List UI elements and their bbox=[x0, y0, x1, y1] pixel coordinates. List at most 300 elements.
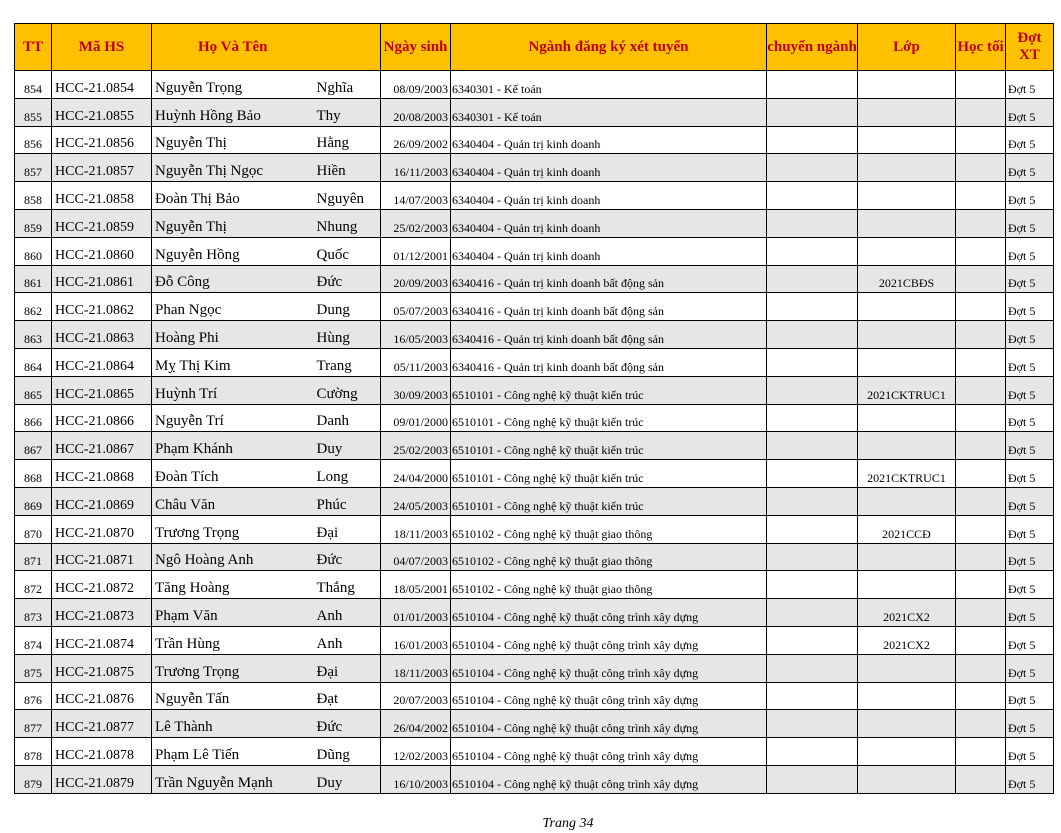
cell-ngay-sinh: 30/09/2003 bbox=[381, 376, 451, 404]
cell-tt: 871 bbox=[15, 543, 52, 571]
cell-ho: Phạm Văn bbox=[152, 599, 314, 627]
cell-chuyen-nganh bbox=[767, 543, 858, 571]
cell-ngay-sinh: 12/02/2003 bbox=[381, 738, 451, 766]
cell-lop bbox=[858, 348, 956, 376]
cell-chuyen-nganh bbox=[767, 404, 858, 432]
cell-tt: 858 bbox=[15, 182, 52, 210]
cell-ngay-sinh: 18/11/2003 bbox=[381, 515, 451, 543]
student-list-table bbox=[14, 23, 1054, 794]
table-row bbox=[15, 571, 1054, 599]
cell-nganh: 6340416 - Quản trị kinh doanh bất động sản bbox=[451, 321, 767, 349]
cell-tt: 872 bbox=[15, 571, 52, 599]
cell-ho: Trần Nguyễn Mạnh bbox=[152, 765, 314, 793]
cell-ho: Trương Trọng bbox=[152, 654, 314, 682]
cell-ma-hs: HCC-21.0865 bbox=[52, 376, 152, 404]
cell-ho: Nguyễn Tấn bbox=[152, 682, 314, 710]
cell-dot-xt: Đợt 5 bbox=[1006, 126, 1054, 154]
cell-ngay-sinh: 18/11/2003 bbox=[381, 654, 451, 682]
cell-ho: Đoàn Tích bbox=[152, 460, 314, 488]
cell-ho: Huỳnh Trí bbox=[152, 376, 314, 404]
cell-tt: 854 bbox=[15, 71, 52, 99]
cell-chuyen-nganh bbox=[767, 265, 858, 293]
cell-hoc-toi bbox=[956, 265, 1006, 293]
cell-tt: 860 bbox=[15, 237, 52, 265]
cell-ngay-sinh: 20/09/2003 bbox=[381, 265, 451, 293]
cell-ho: Ngô Hoàng Anh bbox=[152, 543, 314, 571]
cell-ngay-sinh: 05/11/2003 bbox=[381, 348, 451, 376]
header-dot-xt: Đợt XT bbox=[1006, 24, 1054, 71]
cell-tt: 879 bbox=[15, 765, 52, 793]
cell-ten: Đức bbox=[314, 265, 381, 293]
cell-ma-hs: HCC-21.0869 bbox=[52, 487, 152, 515]
cell-nganh: 6510101 - Công nghệ kỹ thuật kiến trúc bbox=[451, 460, 767, 488]
cell-ma-hs: HCC-21.0856 bbox=[52, 126, 152, 154]
cell-ngay-sinh: 26/09/2002 bbox=[381, 126, 451, 154]
cell-chuyen-nganh bbox=[767, 460, 858, 488]
cell-chuyen-nganh bbox=[767, 432, 858, 460]
cell-lop bbox=[858, 710, 956, 738]
cell-nganh: 6340404 - Quản trị kinh doanh bbox=[451, 237, 767, 265]
cell-hoc-toi bbox=[956, 376, 1006, 404]
table-row bbox=[15, 432, 1054, 460]
cell-ten: Nghĩa bbox=[314, 71, 381, 99]
cell-dot-xt: Đợt 5 bbox=[1006, 71, 1054, 99]
cell-ngay-sinh: 18/05/2001 bbox=[381, 571, 451, 599]
cell-tt: 877 bbox=[15, 710, 52, 738]
table-row bbox=[15, 376, 1054, 404]
cell-dot-xt: Đợt 5 bbox=[1006, 98, 1054, 126]
cell-ngay-sinh: 24/05/2003 bbox=[381, 487, 451, 515]
header-ho-ten-spacer bbox=[314, 24, 381, 71]
cell-lop bbox=[858, 237, 956, 265]
cell-tt: 855 bbox=[15, 98, 52, 126]
cell-chuyen-nganh bbox=[767, 515, 858, 543]
table-row bbox=[15, 126, 1054, 154]
cell-ngay-sinh: 26/04/2002 bbox=[381, 710, 451, 738]
cell-hoc-toi bbox=[956, 487, 1006, 515]
cell-nganh: 6340301 - Kế toán bbox=[451, 71, 767, 99]
cell-ten: Anh bbox=[314, 626, 381, 654]
cell-lop bbox=[858, 738, 956, 766]
cell-tt: 875 bbox=[15, 654, 52, 682]
header-chuyen-nganh: chuyển ngành bbox=[767, 24, 858, 71]
cell-lop bbox=[858, 321, 956, 349]
cell-ma-hs: HCC-21.0876 bbox=[52, 682, 152, 710]
cell-dot-xt: Đợt 5 bbox=[1006, 599, 1054, 627]
cell-chuyen-nganh bbox=[767, 321, 858, 349]
cell-tt: 876 bbox=[15, 682, 52, 710]
table-row bbox=[15, 460, 1054, 488]
table-row bbox=[15, 654, 1054, 682]
cell-tt: 863 bbox=[15, 321, 52, 349]
cell-ngay-sinh: 01/01/2003 bbox=[381, 599, 451, 627]
cell-dot-xt: Đợt 5 bbox=[1006, 515, 1054, 543]
cell-nganh: 6510104 - Công nghệ kỹ thuật công trình xây dựng bbox=[451, 682, 767, 710]
cell-ten: Cường bbox=[314, 376, 381, 404]
cell-tt: 869 bbox=[15, 487, 52, 515]
cell-chuyen-nganh bbox=[767, 154, 858, 182]
cell-ngay-sinh: 16/10/2003 bbox=[381, 765, 451, 793]
cell-ten: Quốc bbox=[314, 237, 381, 265]
cell-tt: 870 bbox=[15, 515, 52, 543]
cell-ho: Nguyễn Trí bbox=[152, 404, 314, 432]
table-row bbox=[15, 293, 1054, 321]
cell-nganh: 6510104 - Công nghệ kỹ thuật công trình xây dựng bbox=[451, 765, 767, 793]
cell-dot-xt: Đợt 5 bbox=[1006, 376, 1054, 404]
cell-nganh: 6340416 - Quản trị kinh doanh bất động sản bbox=[451, 348, 767, 376]
cell-ma-hs: HCC-21.0860 bbox=[52, 237, 152, 265]
cell-hoc-toi bbox=[956, 293, 1006, 321]
cell-dot-xt: Đợt 5 bbox=[1006, 404, 1054, 432]
cell-ho: Lê Thành bbox=[152, 710, 314, 738]
cell-ten: Duy bbox=[314, 765, 381, 793]
table-row bbox=[15, 209, 1054, 237]
cell-hoc-toi bbox=[956, 71, 1006, 99]
cell-ten: Hiền bbox=[314, 154, 381, 182]
cell-dot-xt: Đợt 5 bbox=[1006, 626, 1054, 654]
cell-hoc-toi bbox=[956, 98, 1006, 126]
cell-ngay-sinh: 04/07/2003 bbox=[381, 543, 451, 571]
cell-ngay-sinh: 05/07/2003 bbox=[381, 293, 451, 321]
cell-dot-xt: Đợt 5 bbox=[1006, 710, 1054, 738]
table-row bbox=[15, 348, 1054, 376]
cell-lop bbox=[858, 765, 956, 793]
cell-ten: Đại bbox=[314, 654, 381, 682]
cell-chuyen-nganh bbox=[767, 98, 858, 126]
cell-nganh: 6510101 - Công nghệ kỹ thuật kiến trúc bbox=[451, 376, 767, 404]
cell-nganh: 6340416 - Quản trị kinh doanh bất động sản bbox=[451, 265, 767, 293]
cell-dot-xt: Đợt 5 bbox=[1006, 237, 1054, 265]
cell-ten: Đạt bbox=[314, 682, 381, 710]
cell-ho: Nguyễn Hồng bbox=[152, 237, 314, 265]
cell-chuyen-nganh bbox=[767, 738, 858, 766]
cell-dot-xt: Đợt 5 bbox=[1006, 432, 1054, 460]
cell-nganh: 6510102 - Công nghệ kỹ thuật giao thông bbox=[451, 515, 767, 543]
cell-ten: Duy bbox=[314, 432, 381, 460]
cell-dot-xt: Đợt 5 bbox=[1006, 738, 1054, 766]
cell-ma-hs: HCC-21.0854 bbox=[52, 71, 152, 99]
cell-lop bbox=[858, 126, 956, 154]
cell-chuyen-nganh bbox=[767, 765, 858, 793]
cell-hoc-toi bbox=[956, 404, 1006, 432]
table-row bbox=[15, 182, 1054, 210]
cell-dot-xt: Đợt 5 bbox=[1006, 654, 1054, 682]
cell-chuyen-nganh bbox=[767, 376, 858, 404]
cell-chuyen-nganh bbox=[767, 710, 858, 738]
cell-chuyen-nganh bbox=[767, 599, 858, 627]
cell-nganh: 6510101 - Công nghệ kỹ thuật kiến trúc bbox=[451, 404, 767, 432]
header-nganh: Ngành đăng ký xét tuyển bbox=[451, 24, 767, 71]
cell-tt: 865 bbox=[15, 376, 52, 404]
cell-nganh: 6510104 - Công nghệ kỹ thuật công trình xây dựng bbox=[451, 738, 767, 766]
table-row bbox=[15, 321, 1054, 349]
cell-hoc-toi bbox=[956, 765, 1006, 793]
header-lop: Lớp bbox=[858, 24, 956, 71]
table-row bbox=[15, 154, 1054, 182]
cell-ten: Nhung bbox=[314, 209, 381, 237]
table-row bbox=[15, 237, 1054, 265]
cell-lop: 2021CKTRUC1 bbox=[858, 376, 956, 404]
cell-hoc-toi bbox=[956, 654, 1006, 682]
cell-nganh: 6340301 - Kế toán bbox=[451, 98, 767, 126]
cell-ngay-sinh: 08/09/2003 bbox=[381, 71, 451, 99]
table-row bbox=[15, 265, 1054, 293]
table-row bbox=[15, 404, 1054, 432]
cell-lop bbox=[858, 432, 956, 460]
cell-nganh: 6340404 - Quản trị kinh doanh bbox=[451, 126, 767, 154]
cell-nganh: 6510102 - Công nghệ kỹ thuật giao thông bbox=[451, 543, 767, 571]
header-ma-hs: Mã HS bbox=[52, 24, 152, 71]
cell-ten: Dũng bbox=[314, 738, 381, 766]
cell-tt: 857 bbox=[15, 154, 52, 182]
cell-ho: Nguyễn Thị bbox=[152, 209, 314, 237]
cell-tt: 874 bbox=[15, 626, 52, 654]
cell-tt: 873 bbox=[15, 599, 52, 627]
cell-ho: Trần Hùng bbox=[152, 626, 314, 654]
cell-tt: 868 bbox=[15, 460, 52, 488]
table-row bbox=[15, 626, 1054, 654]
cell-nganh: 6510104 - Công nghệ kỹ thuật công trình xây dựng bbox=[451, 626, 767, 654]
cell-lop bbox=[858, 209, 956, 237]
cell-ten: Nguyên bbox=[314, 182, 381, 210]
cell-lop bbox=[858, 293, 956, 321]
cell-tt: 861 bbox=[15, 265, 52, 293]
cell-nganh: 6340416 - Quản trị kinh doanh bất động sản bbox=[451, 293, 767, 321]
cell-lop bbox=[858, 98, 956, 126]
cell-nganh: 6510104 - Công nghệ kỹ thuật công trình xây dựng bbox=[451, 654, 767, 682]
cell-ma-hs: HCC-21.0868 bbox=[52, 460, 152, 488]
cell-ten: Anh bbox=[314, 599, 381, 627]
cell-ngay-sinh: 14/07/2003 bbox=[381, 182, 451, 210]
cell-nganh: 6510101 - Công nghệ kỹ thuật kiến trúc bbox=[451, 487, 767, 515]
cell-chuyen-nganh bbox=[767, 237, 858, 265]
cell-ma-hs: HCC-21.0863 bbox=[52, 321, 152, 349]
cell-dot-xt: Đợt 5 bbox=[1006, 321, 1054, 349]
cell-ma-hs: HCC-21.0872 bbox=[52, 571, 152, 599]
cell-ho: Nguyễn Trọng bbox=[152, 71, 314, 99]
cell-chuyen-nganh bbox=[767, 126, 858, 154]
table-row bbox=[15, 98, 1054, 126]
cell-ho: Châu Văn bbox=[152, 487, 314, 515]
cell-lop: 2021CBĐS bbox=[858, 265, 956, 293]
cell-ten: Trang bbox=[314, 348, 381, 376]
cell-nganh: 6510104 - Công nghệ kỹ thuật công trình xây dựng bbox=[451, 599, 767, 627]
cell-ho: Hoàng Phi bbox=[152, 321, 314, 349]
cell-dot-xt: Đợt 5 bbox=[1006, 571, 1054, 599]
header-hoc-toi: Học tối bbox=[956, 24, 1006, 71]
cell-hoc-toi bbox=[956, 126, 1006, 154]
table-row bbox=[15, 738, 1054, 766]
cell-ma-hs: HCC-21.0857 bbox=[52, 154, 152, 182]
cell-nganh: 6340404 - Quản trị kinh doanh bbox=[451, 182, 767, 210]
header-ngay-sinh: Ngày sinh bbox=[381, 24, 451, 71]
cell-chuyen-nganh bbox=[767, 626, 858, 654]
cell-lop bbox=[858, 404, 956, 432]
cell-ma-hs: HCC-21.0858 bbox=[52, 182, 152, 210]
header-ho-ten: Họ Và Tên bbox=[152, 24, 314, 71]
cell-ma-hs: HCC-21.0877 bbox=[52, 710, 152, 738]
cell-ho: Nguyễn Thị Ngọc bbox=[152, 154, 314, 182]
cell-chuyen-nganh bbox=[767, 487, 858, 515]
cell-chuyen-nganh bbox=[767, 71, 858, 99]
table-header-row bbox=[15, 24, 1054, 71]
cell-dot-xt: Đợt 5 bbox=[1006, 154, 1054, 182]
cell-hoc-toi bbox=[956, 682, 1006, 710]
cell-nganh: 6510104 - Công nghệ kỹ thuật công trình xây dựng bbox=[451, 710, 767, 738]
cell-ten: Thắng bbox=[314, 571, 381, 599]
cell-ma-hs: HCC-21.0873 bbox=[52, 599, 152, 627]
cell-hoc-toi bbox=[956, 348, 1006, 376]
cell-hoc-toi bbox=[956, 321, 1006, 349]
header-tt: TT bbox=[15, 24, 52, 71]
cell-ho: Đỗ Công bbox=[152, 265, 314, 293]
cell-ma-hs: HCC-21.0855 bbox=[52, 98, 152, 126]
cell-dot-xt: Đợt 5 bbox=[1006, 460, 1054, 488]
table-row bbox=[15, 543, 1054, 571]
cell-ten: Đức bbox=[314, 710, 381, 738]
cell-hoc-toi bbox=[956, 209, 1006, 237]
cell-dot-xt: Đợt 5 bbox=[1006, 682, 1054, 710]
cell-ho: Huỳnh Hồng Bảo bbox=[152, 98, 314, 126]
cell-ma-hs: HCC-21.0859 bbox=[52, 209, 152, 237]
cell-ngay-sinh: 16/11/2003 bbox=[381, 154, 451, 182]
cell-hoc-toi bbox=[956, 154, 1006, 182]
cell-chuyen-nganh bbox=[767, 293, 858, 321]
cell-ma-hs: HCC-21.0866 bbox=[52, 404, 152, 432]
cell-ma-hs: HCC-21.0864 bbox=[52, 348, 152, 376]
cell-dot-xt: Đợt 5 bbox=[1006, 765, 1054, 793]
cell-hoc-toi bbox=[956, 738, 1006, 766]
cell-dot-xt: Đợt 5 bbox=[1006, 487, 1054, 515]
cell-ho: Nguyễn Thị bbox=[152, 126, 314, 154]
cell-lop bbox=[858, 182, 956, 210]
table-row bbox=[15, 515, 1054, 543]
cell-hoc-toi bbox=[956, 460, 1006, 488]
cell-hoc-toi bbox=[956, 571, 1006, 599]
cell-nganh: 6340404 - Quản trị kinh doanh bbox=[451, 154, 767, 182]
cell-ma-hs: HCC-21.0861 bbox=[52, 265, 152, 293]
cell-hoc-toi bbox=[956, 432, 1006, 460]
cell-lop bbox=[858, 487, 956, 515]
cell-ngay-sinh: 16/01/2003 bbox=[381, 626, 451, 654]
cell-lop bbox=[858, 654, 956, 682]
table-row bbox=[15, 487, 1054, 515]
table-row bbox=[15, 682, 1054, 710]
cell-ten: Phúc bbox=[314, 487, 381, 515]
cell-ngay-sinh: 16/05/2003 bbox=[381, 321, 451, 349]
cell-ma-hs: HCC-21.0862 bbox=[52, 293, 152, 321]
cell-dot-xt: Đợt 5 bbox=[1006, 182, 1054, 210]
cell-ho: Phạm Khánh bbox=[152, 432, 314, 460]
cell-lop: 2021CKTRUC1 bbox=[858, 460, 956, 488]
cell-nganh: 6510102 - Công nghệ kỹ thuật giao thông bbox=[451, 571, 767, 599]
cell-ma-hs: HCC-21.0870 bbox=[52, 515, 152, 543]
cell-tt: 856 bbox=[15, 126, 52, 154]
cell-ho: Trương Trọng bbox=[152, 515, 314, 543]
cell-tt: 867 bbox=[15, 432, 52, 460]
cell-lop bbox=[858, 682, 956, 710]
cell-lop bbox=[858, 571, 956, 599]
cell-ho: Phan Ngọc bbox=[152, 293, 314, 321]
cell-tt: 878 bbox=[15, 738, 52, 766]
cell-nganh: 6510101 - Công nghệ kỹ thuật kiến trúc bbox=[451, 432, 767, 460]
cell-ngay-sinh: 24/04/2000 bbox=[381, 460, 451, 488]
cell-lop bbox=[858, 543, 956, 571]
cell-chuyen-nganh bbox=[767, 182, 858, 210]
cell-hoc-toi bbox=[956, 710, 1006, 738]
cell-chuyen-nganh bbox=[767, 682, 858, 710]
table-body bbox=[15, 71, 1054, 794]
cell-ngay-sinh: 25/02/2003 bbox=[381, 209, 451, 237]
cell-ten: Long bbox=[314, 460, 381, 488]
cell-hoc-toi bbox=[956, 237, 1006, 265]
cell-ngay-sinh: 20/08/2003 bbox=[381, 98, 451, 126]
cell-ten: Đức bbox=[314, 543, 381, 571]
cell-ho: Tăng Hoàng bbox=[152, 571, 314, 599]
cell-chuyen-nganh bbox=[767, 571, 858, 599]
cell-ngay-sinh: 25/02/2003 bbox=[381, 432, 451, 460]
cell-ma-hs: HCC-21.0871 bbox=[52, 543, 152, 571]
cell-ho: Phạm Lê Tiến bbox=[152, 738, 314, 766]
cell-ma-hs: HCC-21.0875 bbox=[52, 654, 152, 682]
cell-ngay-sinh: 20/07/2003 bbox=[381, 682, 451, 710]
cell-dot-xt: Đợt 5 bbox=[1006, 543, 1054, 571]
cell-tt: 859 bbox=[15, 209, 52, 237]
cell-dot-xt: Đợt 5 bbox=[1006, 293, 1054, 321]
cell-lop bbox=[858, 71, 956, 99]
cell-hoc-toi bbox=[956, 515, 1006, 543]
cell-dot-xt: Đợt 5 bbox=[1006, 209, 1054, 237]
cell-chuyen-nganh bbox=[767, 209, 858, 237]
table-row bbox=[15, 71, 1054, 99]
cell-dot-xt: Đợt 5 bbox=[1006, 348, 1054, 376]
cell-ten: Hằng bbox=[314, 126, 381, 154]
cell-nganh: 6340404 - Quản trị kinh doanh bbox=[451, 209, 767, 237]
cell-ten: Dung bbox=[314, 293, 381, 321]
cell-lop: 2021CX2 bbox=[858, 599, 956, 627]
cell-tt: 864 bbox=[15, 348, 52, 376]
page-number: Trang 34 bbox=[542, 816, 594, 831]
table-row bbox=[15, 710, 1054, 738]
cell-ma-hs: HCC-21.0867 bbox=[52, 432, 152, 460]
cell-ma-hs: HCC-21.0878 bbox=[52, 738, 152, 766]
cell-hoc-toi bbox=[956, 543, 1006, 571]
cell-ngay-sinh: 01/12/2001 bbox=[381, 237, 451, 265]
cell-hoc-toi bbox=[956, 626, 1006, 654]
cell-ho: Đoàn Thị Bảo bbox=[152, 182, 314, 210]
table-row bbox=[15, 599, 1054, 627]
cell-lop bbox=[858, 154, 956, 182]
cell-tt: 862 bbox=[15, 293, 52, 321]
cell-ngay-sinh: 09/01/2000 bbox=[381, 404, 451, 432]
cell-tt: 866 bbox=[15, 404, 52, 432]
cell-ten: Đại bbox=[314, 515, 381, 543]
cell-ma-hs: HCC-21.0874 bbox=[52, 626, 152, 654]
cell-ma-hs: HCC-21.0879 bbox=[52, 765, 152, 793]
cell-lop: 2021CCĐ bbox=[858, 515, 956, 543]
cell-ten: Hùng bbox=[314, 321, 381, 349]
cell-hoc-toi bbox=[956, 182, 1006, 210]
cell-ho: Mỵ Thị Kim bbox=[152, 348, 314, 376]
cell-ten: Thy bbox=[314, 98, 381, 126]
table-row bbox=[15, 765, 1054, 793]
cell-ten: Danh bbox=[314, 404, 381, 432]
cell-hoc-toi bbox=[956, 599, 1006, 627]
cell-chuyen-nganh bbox=[767, 348, 858, 376]
cell-dot-xt: Đợt 5 bbox=[1006, 265, 1054, 293]
cell-chuyen-nganh bbox=[767, 654, 858, 682]
cell-lop: 2021CX2 bbox=[858, 626, 956, 654]
